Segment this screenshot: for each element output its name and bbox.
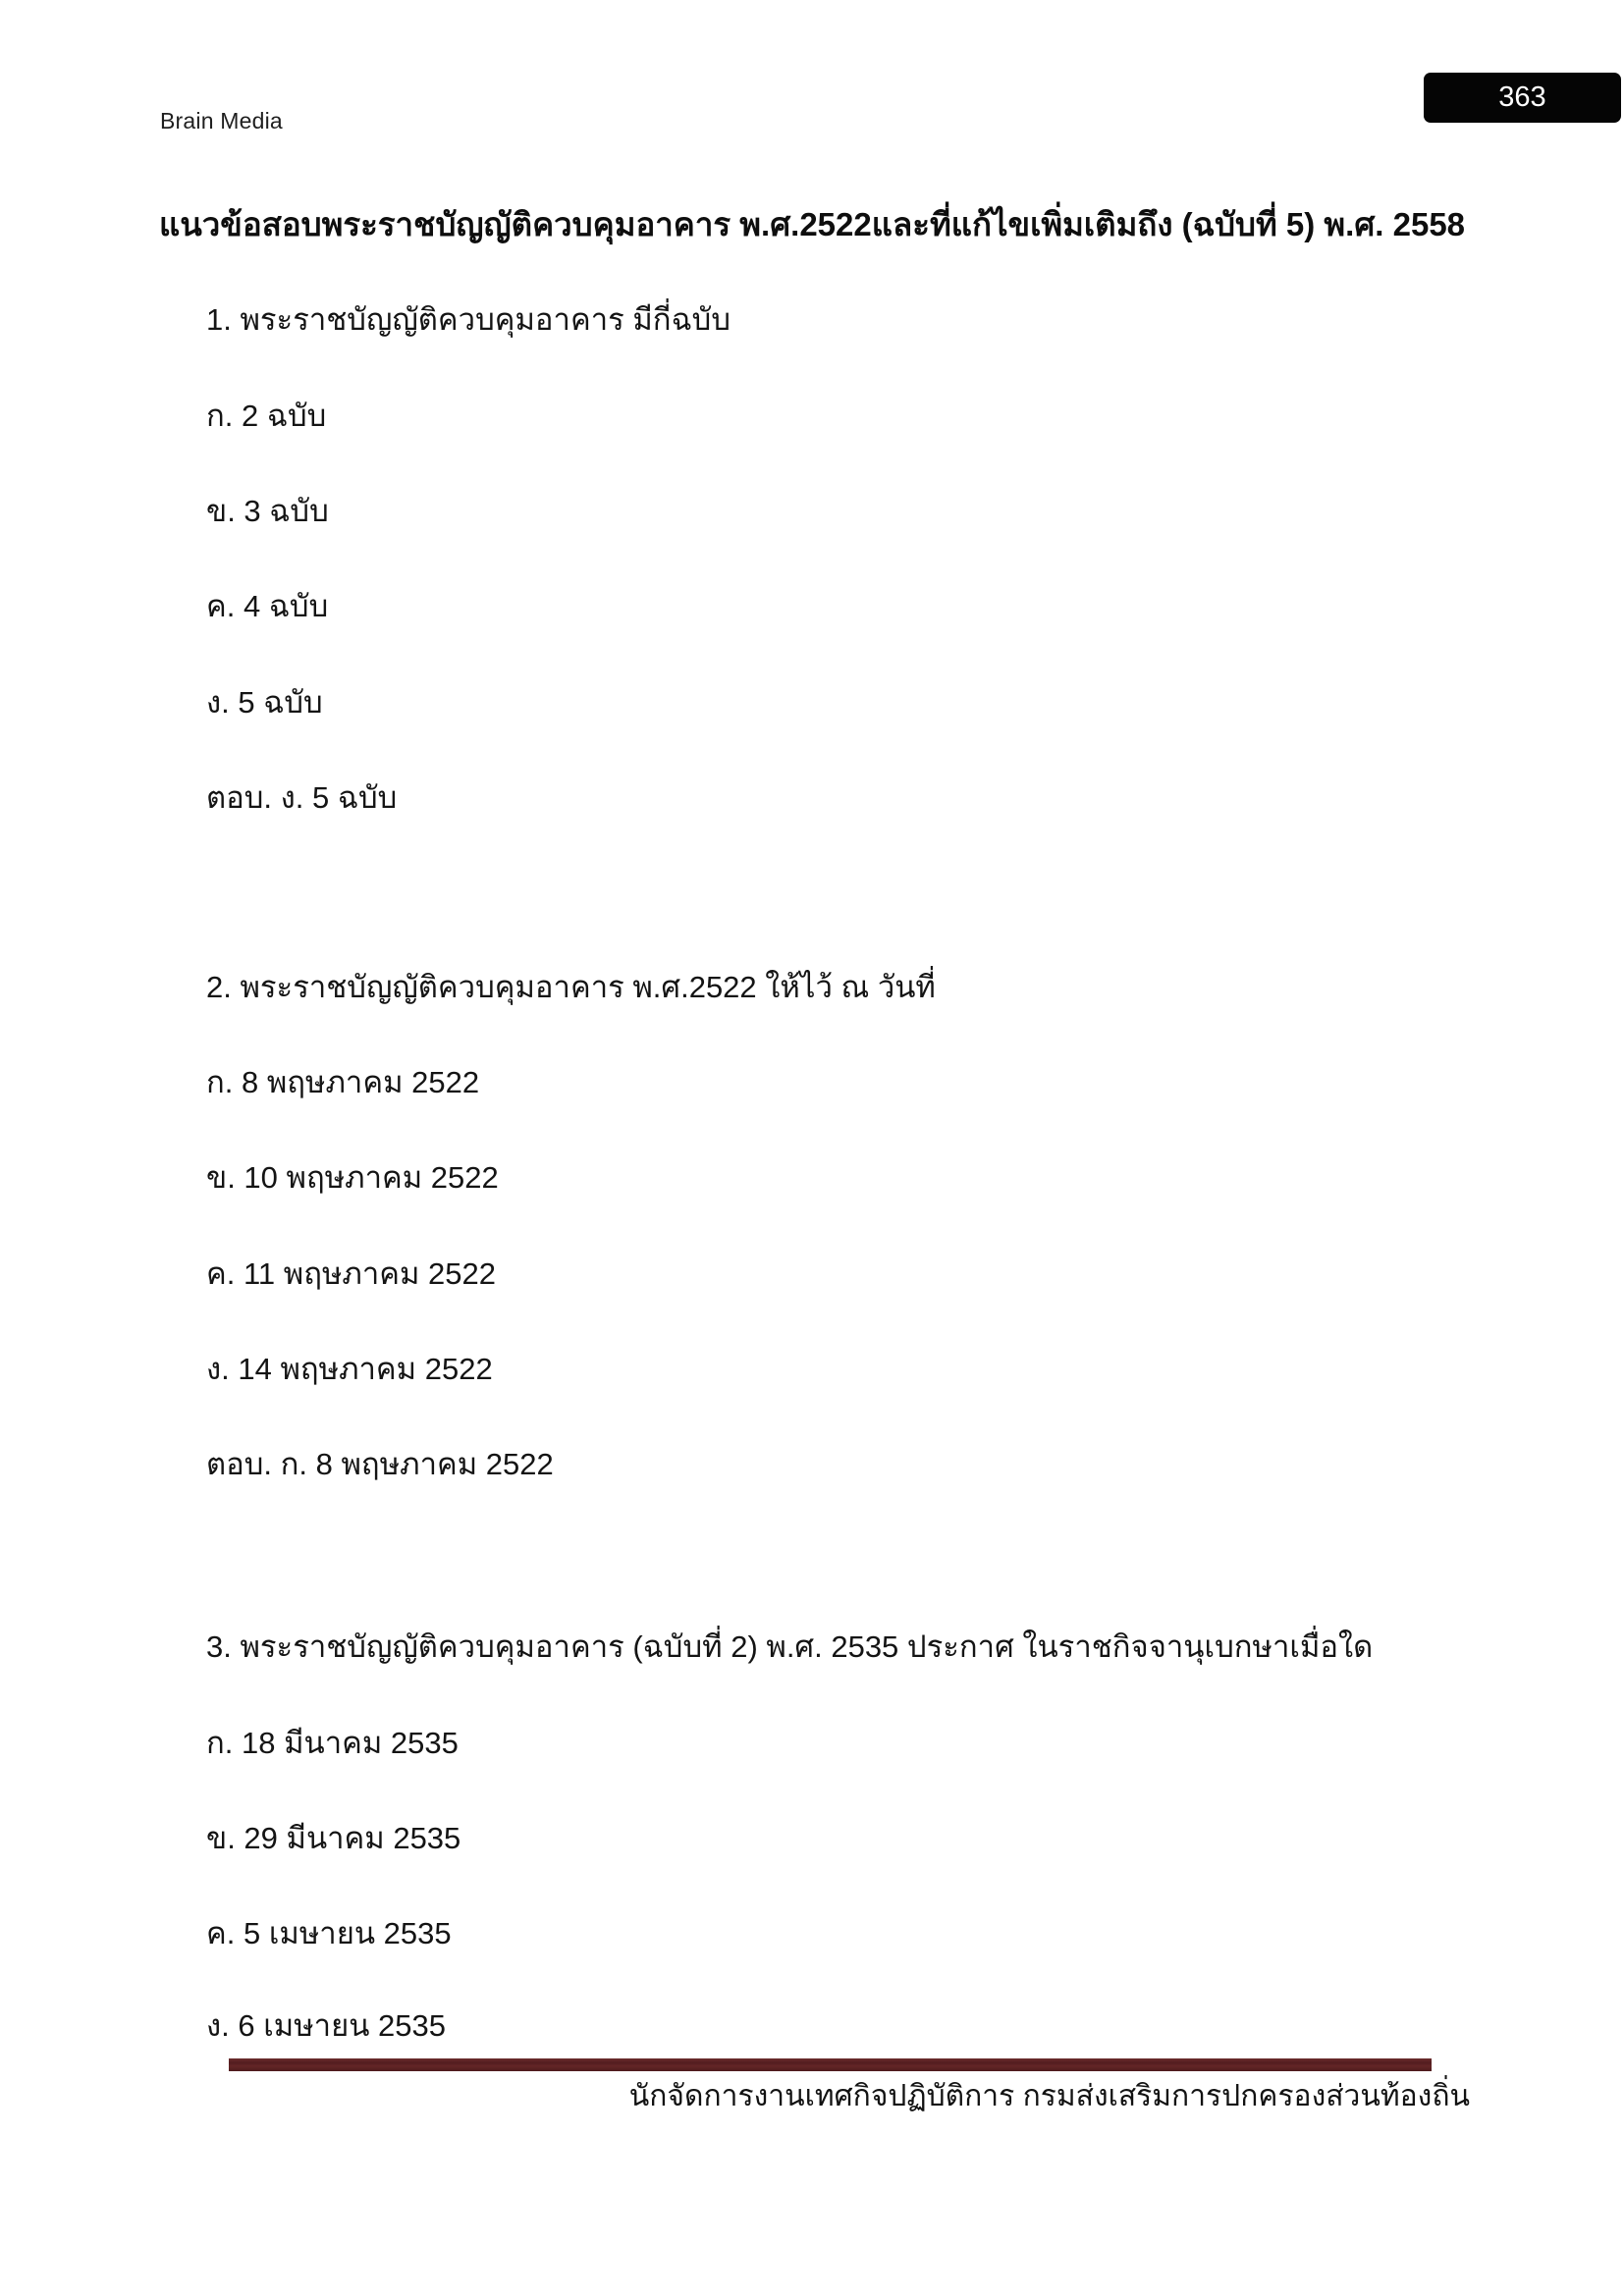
- page-number: 363: [1498, 81, 1546, 113]
- question-2-answer: ตอบ. ก. 8 พฤษภาคม 2522: [206, 1447, 554, 1481]
- question-1-answer: ตอบ. ง. 5 ฉบับ: [206, 780, 398, 815]
- question-1-choice-d: ง. 5 ฉบับ: [206, 685, 323, 720]
- page-number-badge: [1424, 73, 1621, 123]
- question-1-choice-c: ค. 4 ฉบับ: [206, 589, 329, 623]
- footer-text: นักจัดการงานเทศกิจปฏิบัติการ กรมส่งเสริมการปกครองส่วนท้องถิ่น: [628, 2080, 1470, 2112]
- question-2-choice-b: ข. 10 พฤษภาคม 2522: [206, 1160, 499, 1195]
- question-2-text: 2. พระราชบัญญัติควบคุมอาคาร พ.ศ.2522 ให้ไว้ ณ วันที่: [206, 970, 936, 1004]
- question-2-choice-d: ง. 14 พฤษภาคม 2522: [206, 1352, 493, 1386]
- question-1-choice-a: ก. 2 ฉบับ: [206, 399, 327, 433]
- question-3-choice-a: ก. 18 มีนาคม 2535: [206, 1726, 459, 1760]
- question-1-text: 1. พระราชบัญญัติควบคุมอาคาร มีกี่ฉบับ: [206, 302, 731, 337]
- question-3-text: 3. พระราชบัญญัติควบคุมอาคาร (ฉบับที่ 2) พ.ศ. 2535 ประกาศ ในราชกิจจานุเบกษาเมื่อใด: [206, 1629, 1374, 1664]
- question-2-choice-c: ค. 11 พฤษภาคม 2522: [206, 1256, 496, 1291]
- question-2-choice-a: ก. 8 พฤษภาคม 2522: [206, 1065, 480, 1099]
- question-3-choice-b: ข. 29 มีนาคม 2535: [206, 1821, 461, 1855]
- question-3-choice-d: ง. 6 เมษายน 2535: [206, 2008, 447, 2043]
- footer-rule: [229, 2058, 1432, 2071]
- question-1-choice-b: ข. 3 ฉบับ: [206, 494, 329, 528]
- document-title: แนวข้อสอบพระราชบัญญัติควบคุมอาคาร พ.ศ.2522และที่แก้ไขเพิ่มเติมถึง (ฉบับที่ 5) พ.ศ. 2558: [158, 206, 1466, 242]
- brand-label: Brain Media: [160, 108, 283, 133]
- question-3-choice-c: ค. 5 เมษายน 2535: [206, 1916, 452, 1950]
